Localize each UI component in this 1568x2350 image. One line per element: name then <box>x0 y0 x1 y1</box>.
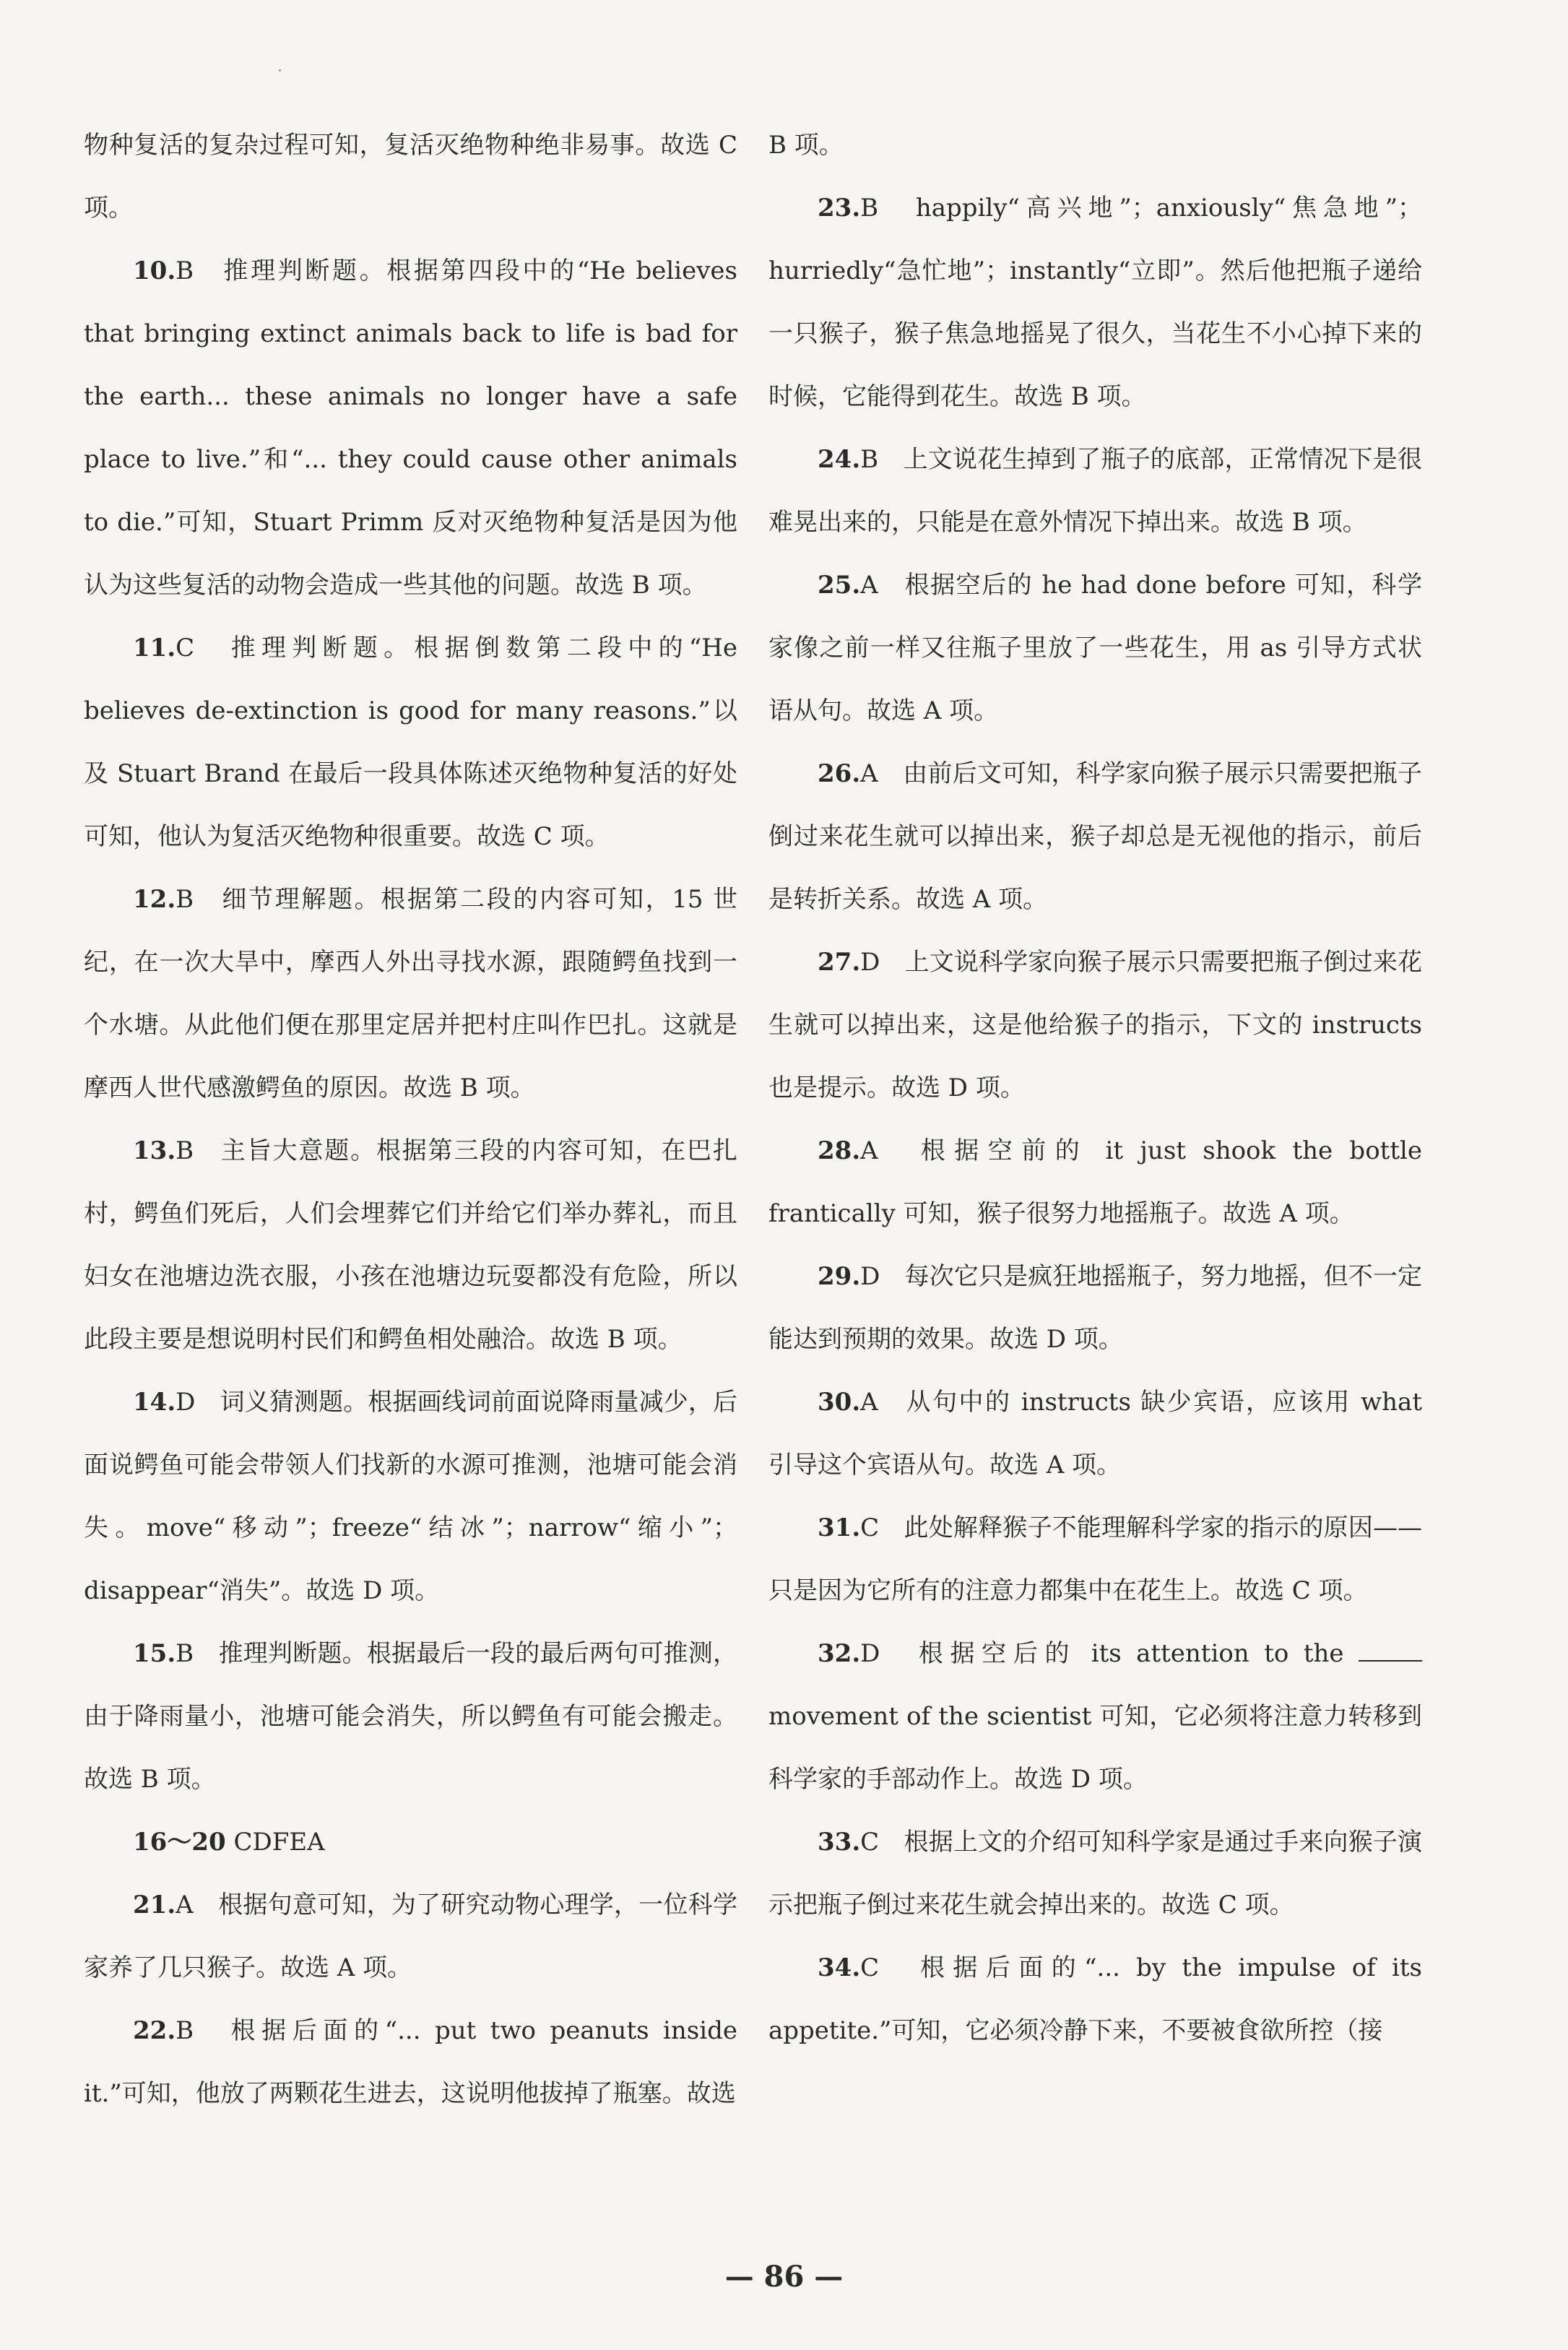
answer-24 <box>768 428 1422 554</box>
paragraph-continuation <box>768 114 1422 177</box>
answer-26 <box>768 743 1422 931</box>
answer-text: C 推理判断题。根据倒数第二段中的“He believes de-extinction is good for many reasons.”以及 Stuart Brand 在最后一段具体陈述灭绝物种复活的好处可知，他认为复活灭绝物种很重要。故选 C 项。 <box>84 634 737 851</box>
item-number: 11. <box>133 634 176 662</box>
answer-text: A 根据空前的 it just shook the bottle frantically 可知，猴子很努力地摇瓶子。故选 A 项。 <box>768 1136 1422 1228</box>
answer-11 <box>84 617 737 868</box>
answer-text: D 每次它只是疯狂地摇瓶子，努力地摇，但不一定能达到预期的效果。故选 D 项。 <box>768 1262 1422 1354</box>
item-number: 30. <box>818 1388 861 1417</box>
answer-text: B happily“高兴地”；anxiously“焦急地”；hurriedly“急忙地”；instantly“立即”。然后他把瓶子递给一只猴子，猴子焦急地摇晃了很久，当花生不小心掉下来的时候，它能得到花生。故选 B 项。 <box>768 194 1422 411</box>
paragraph-text: B 项。 <box>768 131 844 160</box>
answer-text: B 根据后面的“... put two peanuts inside it.”可知，他放了两颗花生进去，这说明他拔掉了瓶塞。故选 <box>84 2016 737 2108</box>
item-number: 16～20 <box>133 1828 226 1857</box>
item-number: 24. <box>818 445 861 474</box>
answer-text: CDFEA <box>233 1828 325 1857</box>
answer-28 <box>768 1120 1422 1245</box>
answer-14 <box>84 1371 737 1623</box>
answer-12 <box>84 868 737 1120</box>
item-number: 21. <box>133 1891 176 1919</box>
answer-31 <box>768 1497 1422 1623</box>
answer-text: A 根据句意可知，为了研究动物心理学，一位科学家养了几只猴子。故选 A 项。 <box>84 1891 737 1982</box>
answer-27 <box>768 931 1422 1120</box>
item-number: 33. <box>818 1828 861 1857</box>
answer-29 <box>768 1245 1422 1371</box>
item-number: 23. <box>818 194 861 223</box>
answer-15 <box>84 1623 737 1811</box>
answer-22 <box>84 2000 737 2125</box>
answer-text: B 推理判断题。根据第四段中的“He believes that bringing extinct animals back to life is bad for the earth... these animals no longer have a safe place to live.”和“... they could cause other animals to die.”可知，Stuart Primm 反对灭绝物种复活是因为他认为这些复活的动物会造成一些其他的问题。故选 B 项。 <box>84 256 737 600</box>
answer-text: A 根据空后的 he had done before 可知，科学家像之前一样又往瓶子里放了一些花生，用 as 引导方式状语从句。故选 A 项。 <box>768 571 1422 725</box>
item-number: 34. <box>818 1953 861 1982</box>
item-number: 10. <box>133 256 176 285</box>
answer-text: C 根据后面的“... by the impulse of its appetite.”可知，它必须冷静下来，不要被食欲所控（接 <box>768 1953 1422 2045</box>
answer-23 <box>768 177 1422 428</box>
item-number: 14. <box>133 1388 176 1417</box>
answer-text: A 从句中的 instructs 缺少宾语，应该用 what 引导这个宾语从句。故选 A 项。 <box>768 1388 1422 1479</box>
answer-16-20 <box>84 1811 737 1874</box>
item-number: 13. <box>133 1136 176 1165</box>
answer-text: D 根据空后的 its attention to the <box>860 1639 1344 1668</box>
paragraph-continuation <box>84 114 737 240</box>
answer-30 <box>768 1371 1422 1497</box>
fill-in-blank-line <box>1359 1641 1422 1662</box>
paragraph-text: 物种复活的复杂过程可知，复活灭绝物种绝非易事。故选 C 项。 <box>84 131 737 223</box>
scan-dot <box>279 69 281 72</box>
answer-32 <box>768 1623 1422 1811</box>
answer-21 <box>84 1874 737 2000</box>
answer-text-continued: movement of the scientist 可知，它必须将注意力转移到科学家的手部动作上。故选 D 项。 <box>768 1702 1422 1794</box>
item-number: 32. <box>818 1639 861 1668</box>
answer-text: A 由前后文可知，科学家向猴子展示只需要把瓶子倒过来花生就可以掉出来，猴子却总是无视他的指示，前后是转折关系。故选 A 项。 <box>768 759 1422 914</box>
answer-text: C 根据上文的介绍可知科学家是通过手来向猴子演示把瓶子倒过来花生就会掉出来的。故选 C 项。 <box>768 1828 1422 1919</box>
item-number: 22. <box>133 2016 176 2045</box>
answer-text: D 词义猜测题。根据画线词前面说降雨量减少，后面说鳄鱼可能会带领人们找新的水源可推测，池塘可能会消失。move“移动”；freeze“结冰”；narrow“缩小”；disappear“消失”。故选 D 项。 <box>84 1388 737 1605</box>
answer-text: B 推理判断题。根据最后一段的最后两句可推测，由于降雨量小，池塘可能会消失，所以鳄鱼有可能会搬走。故选 B 项。 <box>84 1639 737 1794</box>
answer-text: B 上文说花生掉到了瓶子的底部，正常情况下是很难晃出来的，只能是在意外情况下掉出来。故选 B 项。 <box>768 445 1422 537</box>
answer-10 <box>84 240 737 617</box>
item-number: 12. <box>133 885 176 914</box>
item-number: 15. <box>133 1639 176 1668</box>
item-number: 26. <box>818 759 861 788</box>
answer-33 <box>768 1811 1422 1937</box>
answer-13 <box>84 1120 737 1371</box>
answer-34 <box>768 1937 1422 2062</box>
answer-text: B 细节理解题。根据第二段的内容可知，15 世纪，在一次大旱中，摩西人外出寻找水源，跟随鳄鱼找到一个水塘。从此他们便在那里定居并把村庄叫作巴扎。这就是摩西人世代感激鳄鱼的原因。故选 B 项。 <box>84 885 737 1102</box>
item-number: 31. <box>818 1513 861 1542</box>
answer-text: C 此处解释猴子不能理解科学家的指示的原因——只是因为它所有的注意力都集中在花生上。故选 C 项。 <box>768 1513 1422 1605</box>
page-number: — 86 — <box>724 2260 844 2294</box>
left-column <box>84 114 737 2125</box>
right-column <box>768 114 1422 2062</box>
item-number: 29. <box>818 1262 861 1291</box>
item-number: 25. <box>818 571 861 600</box>
item-number: 27. <box>818 948 861 977</box>
answer-text: B 主旨大意题。根据第三段的内容可知，在巴扎村，鳄鱼们死后，人们会埋葬它们并给它们举办葬礼，而且妇女在池塘边洗衣服，小孩在池塘边玩耍都没有危险，所以此段主要是想说明村民们和鳄鱼相处融洽。故选 B 项。 <box>84 1136 737 1354</box>
answer-text: D 上文说科学家向猴子展示只需要把瓶子倒过来花生就可以掉出来，这是他给猴子的指示，下文的 instructs 也是提示。故选 D 项。 <box>768 948 1422 1102</box>
answer-25 <box>768 554 1422 743</box>
item-number: 28. <box>818 1136 861 1165</box>
